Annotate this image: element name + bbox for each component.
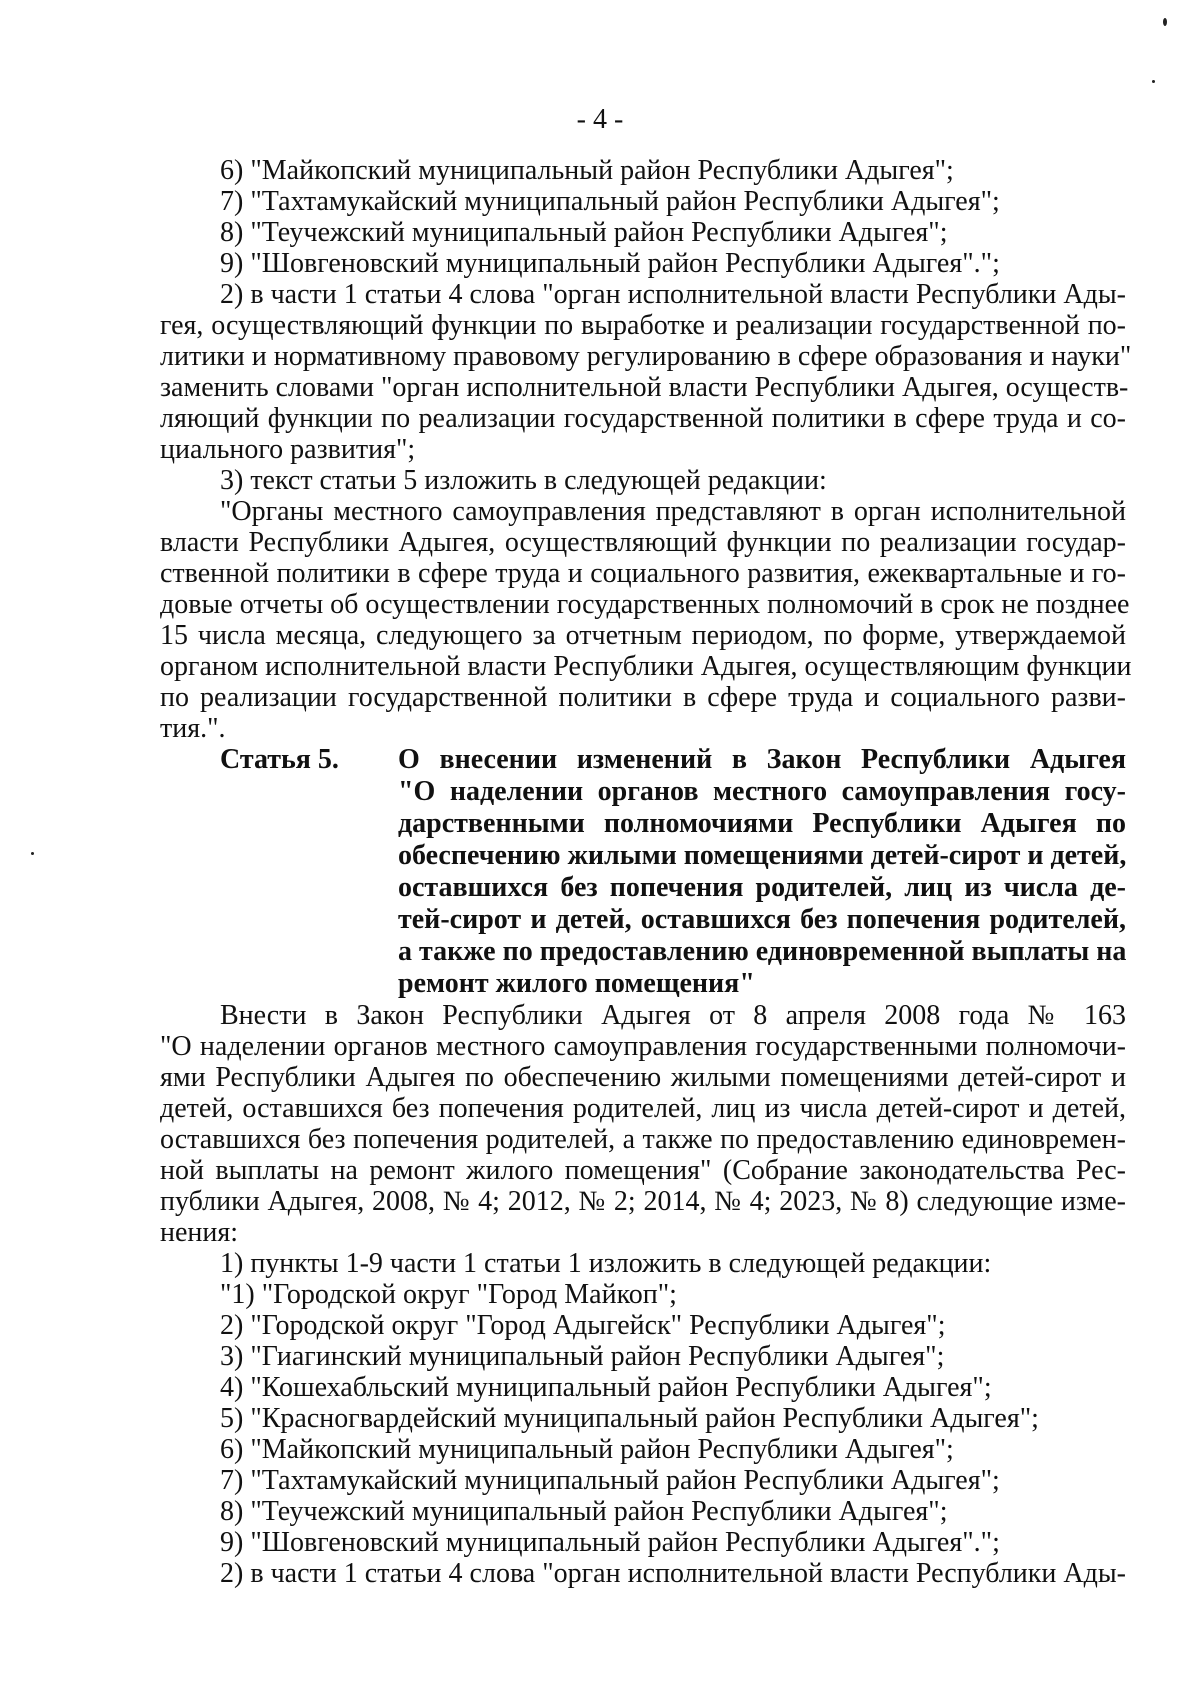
paragraph-line: литики и нормативному правовому регулированию в сфере образования и науки": [160, 341, 1132, 372]
list-item-6: 6) "Майкопский муниципальный район Республики Адыгея";: [220, 1434, 954, 1465]
article-title-line: ремонт жилого помещения": [398, 968, 755, 999]
paragraph-line: гея, осуществляющий функции по выработке и реализации государственной по-: [160, 310, 1126, 341]
paragraph-line: ной выплаты на ремонт жилого помещения" (Собрание законодательства Рес-: [160, 1155, 1126, 1186]
list-item-8: 8) "Теучежский муниципальный район Республики Адыгея";: [220, 217, 948, 248]
paragraph-line: нения:: [160, 1217, 239, 1248]
list-item-4: 4) "Кошехабльский муниципальный район Республики Адыгея";: [220, 1372, 992, 1403]
paragraph-line: 2) в части 1 статьи 4 слова "орган исполнительной власти Республики Ады-: [220, 279, 1126, 310]
list-item-1: "1) "Городской округ "Город Майкоп";: [220, 1279, 677, 1310]
paragraph-line: 15 числа месяца, следующего за отчетным периодом, по форме, утверждаемой: [160, 620, 1126, 651]
paragraph-line: тия.".: [160, 713, 226, 744]
scan-speck: [1152, 80, 1155, 83]
page-number: - 4 -: [576, 104, 624, 135]
paragraph-line: "Органы местного самоуправления представляют в орган исполнительной: [220, 496, 1126, 527]
list-item-3: 3) "Гиагинский муниципальный район Республики Адыгея";: [220, 1341, 945, 1372]
paragraph-line: 1) пункты 1-9 части 1 статьи 1 изложить в следующей редакции:: [220, 1248, 992, 1279]
paragraph-line: по реализации государственной политики в сфере труда и социального разви-: [160, 682, 1126, 713]
paragraph-line: "О наделении органов местного самоуправления государственными полномочи-: [160, 1031, 1126, 1062]
list-item-7: 7) "Тахтамукайский муниципальный район Республики Адыгея";: [220, 1465, 1000, 1496]
paragraph-line: ственной политики в сфере труда и социального развития, ежеквартальные и го-: [160, 558, 1126, 589]
paragraph-line: публики Адыгея, 2008, № 4; 2012, № 2; 2014, № 4; 2023, № 8) следующие изме-: [160, 1186, 1126, 1217]
article-label: Статья 5.: [220, 744, 339, 775]
list-item-2: 2) "Городской округ "Город Адыгейск" Республики Адыгея";: [220, 1310, 946, 1341]
article-title-line: О внесении изменений в Закон Республики Адыгея: [398, 744, 1126, 775]
paragraph-line: 2) в части 1 статьи 4 слова "орган исполнительной власти Республики Ады-: [220, 1558, 1126, 1589]
paragraph-line: детей, оставшихся без попечения родителей, лиц из числа детей-сирот и детей,: [160, 1093, 1126, 1124]
paragraph-line: ями Республики Адыгея по обеспечению жилыми помещениями детей-сирот и: [160, 1062, 1126, 1093]
article-title-line: оставшихся без попечения родителей, лиц из числа де-: [398, 872, 1126, 903]
list-item-9: 9) "Шовгеновский муниципальный район Республики Адыгея".";: [220, 1527, 1000, 1558]
article-title-line: тей-сирот и детей, оставшихся без попечения родителей,: [398, 904, 1126, 935]
article-title-line: "О наделении органов местного самоуправления госу-: [398, 776, 1126, 807]
list-item-8: 8) "Теучежский муниципальный район Республики Адыгея";: [220, 1496, 948, 1527]
paragraph-line: циального развития";: [160, 434, 416, 465]
paragraph-line: ляющий функции по реализации государственной политики в сфере труда и со-: [160, 403, 1126, 434]
article-title-line: а также по предоставлению единовременной выплаты на: [398, 936, 1127, 967]
list-item-9: 9) "Шовгеновский муниципальный район Республики Адыгея".";: [220, 248, 1000, 279]
list-item-6: 6) "Майкопский муниципальный район Республики Адыгея";: [220, 155, 954, 186]
article-title-line: дарственными полномочиями Республики Адыгея по: [398, 808, 1126, 839]
paragraph-line: власти Республики Адыгея, осуществляющий функции по реализации государ-: [160, 527, 1126, 558]
paragraph-line: 3) текст статьи 5 изложить в следующей редакции:: [220, 465, 827, 496]
article-title-line: обеспечению жилыми помещениями детей-сирот и детей,: [398, 840, 1127, 871]
paragraph-line: оставшихся без попечения родителей, а также по предоставлению единовремен-: [160, 1124, 1126, 1155]
paragraph-line: довые отчеты об осуществлении государственных полномочий в срок не позднее: [160, 589, 1130, 620]
scan-speck: [1163, 18, 1167, 26]
scan-speck: [31, 852, 34, 855]
paragraph-line: Внести в Закон Республики Адыгея от 8 апреля 2008 года № 163: [220, 1000, 1126, 1031]
paragraph-line: заменить словами "орган исполнительной власти Республики Адыгея, осуществ-: [160, 372, 1129, 403]
list-item-5: 5) "Красногвардейский муниципальный район Республики Адыгея";: [220, 1403, 1039, 1434]
paragraph-line: органом исполнительной власти Республики Адыгея, осуществляющим функции: [160, 651, 1132, 682]
list-item-7: 7) "Тахтамукайский муниципальный район Республики Адыгея";: [220, 186, 1000, 217]
